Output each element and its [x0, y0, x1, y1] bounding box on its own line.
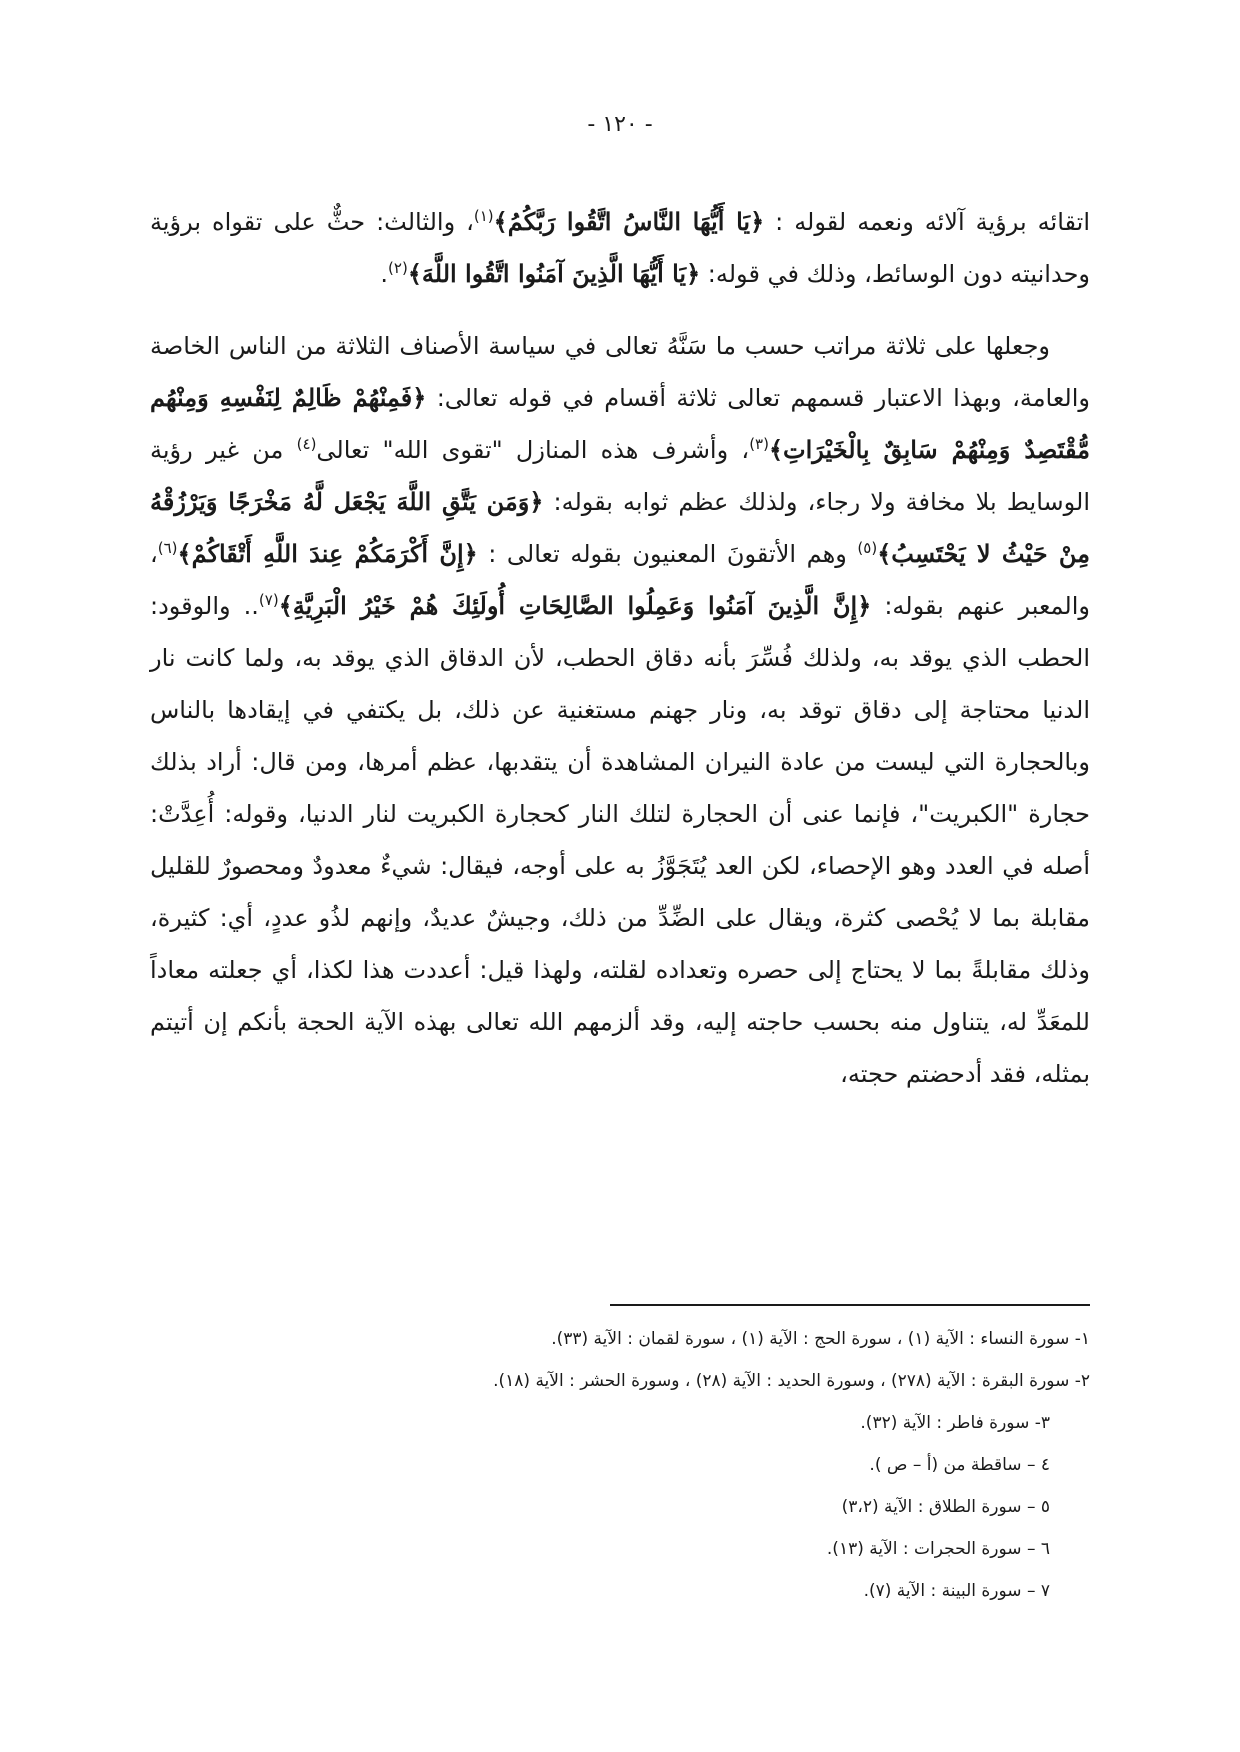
footnote-ref: (٣) — [749, 435, 769, 453]
text-segment: وهم الأتقونَ المعنيون بقوله تعالى : — [477, 540, 858, 568]
footnote-ref: (١) — [473, 207, 494, 225]
footnote-item: ٥ – سورة الطلاق : الآية (٣،٢) — [841, 1497, 1050, 1517]
footnote-item: ٢- سورة البقرة : الآية (٢٧٨) ، وسورة الحديد : الآية (٢٨) ، وسورة الحشر : الآية (١٨). — [493, 1371, 1090, 1391]
text-segment: ، والثالث: حثٌّ على تقواه برؤية وحدانيته دون الوسائط، وذلك في قوله: — [150, 208, 1090, 288]
footnote-ref: (٤) — [296, 435, 317, 453]
footnote-ref: (٢) — [388, 259, 408, 277]
text-segment: ، والمعبر عنهم بقوله: — [150, 540, 1091, 620]
footnote-item: ٧ – سورة البينة : الآية (٧). — [863, 1581, 1050, 1601]
quran-verse: ﴿يَا أَيُّهَا الَّذِينَ آمَنُوا اتَّقُوا اللَّهَ﴾ — [407, 259, 701, 288]
footnote-separator — [610, 1304, 1090, 1306]
text-segment: اتقائه برؤية آلائه ونعمه لقوله : — [764, 208, 1090, 236]
footnote-ref: (٦) — [157, 539, 178, 557]
footnotes-list — [300, 1318, 1090, 1612]
page-number: - ١٢٠ - — [587, 112, 653, 137]
footnote-ref: (٥) — [857, 539, 878, 557]
text-segment: من غير رؤية الوسايط بلا مخافة ولا رجاء، ولذلك عظم ثوابه بقوله: — [150, 436, 1090, 516]
footnote-item: ١- سورة النساء : الآية (١) ، سورة الحج : الآية (١) ، سورة لقمان : الآية (٣٣). — [551, 1329, 1090, 1349]
text-segment: . — [380, 260, 389, 288]
footnote-item: ٣- سورة فاطر : الآية (٣٢). — [860, 1413, 1050, 1433]
text-segment: ، وأشرف هذه المنازل "تقوى الله" تعالى — [316, 436, 750, 464]
footnote-item: ٤ – ساقطة من (أ – ص ). — [869, 1455, 1050, 1475]
text-segment: .. والوقود: الحطب الذي يوقد به، ولذلك فُسِّرَ بأنه دقاق الحطب، لأن الدقاق الذي يوقد به، ولما كانت نار الدنيا محتاجة إلى دقاق توقد به، ونار جهنم مستغنية عن ذلك، بل يكتفي في إيقادها بالناس وبالحجارة التي ليست من عادة النيران المشاهدة أن يتقدبها، عظم أمرها، ومن قال: أراد بذلك حجارة "الكبريت"، فإنما عنى أن الحجارة لتلك النار كحجارة الكبريت لنار الدنيا، وقوله: أُعِدَّتْ: أصله في العدد وهو الإحصاء، لكن العد يُتَجَوَّزُ به على أوجه، فيقال: شيءٌ معدودٌ ومحصورٌ للقليل مقابلة بما لا يُحْصى كثرة، ويقال على الضِّدِّ من ذلك، وجيشٌ عديدٌ، وإنهم لذُو عددٍ، أي: كثيرة، وذلك مقابلةً بما لا يحتاج إلى حصره وتعداده لقلته، ولهذا قيل: أعددت هذا لكذا، أي جعلته معاداً للمعَدِّ له، يتناول منه بحسب حاجته إليه، وقد ألزمهم الله تعالى بهذه الآية الحجة بأنكم إن أتيتم بمثله، فقد أدحضتم حجته، — [150, 592, 1090, 1088]
main-text — [150, 196, 1090, 1100]
footnote-item: ٦ – سورة الحجرات : الآية (١٣). — [826, 1539, 1050, 1559]
paragraph-1 — [150, 196, 1090, 300]
quran-verse: ﴿إِنَّ أَكْرَمَكُمْ عِندَ اللَّهِ أَتْقَاكُمْ﴾ — [177, 539, 478, 568]
footnote-ref: (٧) — [258, 591, 279, 609]
quran-verse: ﴿إِنَّ الَّذِينَ آمَنُوا وَعَمِلُوا الصَّالِحَاتِ أُولَئِكَ هُمْ خَيْرُ الْبَرِيَّةِ﴾ — [278, 591, 872, 620]
quran-verse: ﴿وَمَن يَتَّقِ اللَّهَ يَجْعَل لَّهُ مَخْرَجًا وَيَرْزُقْهُ مِنْ حَيْثُ لا يَحْتَسِبُ﴾ — [150, 487, 1090, 568]
text-segment: وجعلها على ثلاثة مراتب حسب ما سَنَّهُ تعالى في سياسة الأصناف الثلاثة من الناس الخاصة والعامة، وبهذا الاعتبار قسمهم تعالى ثلاثة أقسام في قوله تعالى: — [150, 332, 1091, 412]
quran-verse: ﴿فَمِنْهُمْ ظَالِمٌ لِنَفْسِهِ وَمِنْهُم مُّقْتَصِدٌ وَمِنْهُمْ سَابِقٌ بِالْخَيْرَاتِ﴾ — [150, 383, 1090, 464]
quran-verse: ﴿يَا أَيُّهَا النَّاسُ اتَّقُوا رَبَّكُمُ﴾ — [493, 207, 765, 236]
paragraph-2 — [150, 320, 1090, 1100]
